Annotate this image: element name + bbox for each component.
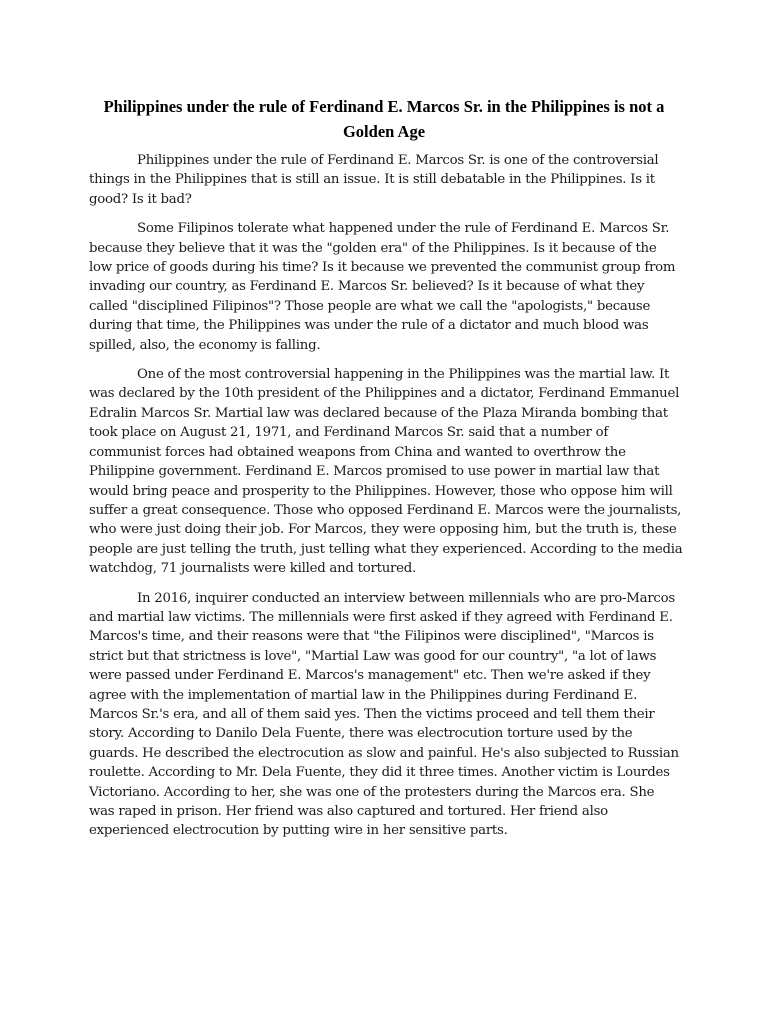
document-body xyxy=(89,151,683,851)
paragraph-intro: Philippines under the rule of Ferdinand E. Marcos Sr. is one of the controversial things in the Philippines that is still an issue. It is still debatable in the Philippines. Is it good? Is it bad? xyxy=(89,153,659,207)
document-title: Philippines under the rule of Ferdinand E. Marcos Sr. in the Philippines is not a Golden Age xyxy=(103,97,665,141)
paragraph-martial-law: One of the most controversial happening in the Philippines was the martial law. It was declared by the 10th president of the Philippines and a dictator, Ferdinand Emmanuel Edralin Marcos Sr. Martial law was declared because of the Plaza Miranda bombing that took place on August 21, 1971, and Ferdinand Marcos Sr. said that a number of communist forces had obtained weapons from China and wanted to overthrow the Philippine government. Ferdinand E. Marcos promised to use power in martial law that would bring peace and prosperity to the Philippines. However, those who oppose him will suffer a great consequence. Those who opposed Ferdinand E. Marcos were the journalists, who were just doing their job. For Marcos, they were opposing him, but the truth is, these people are just telling the truth, just telling what they experienced. According to the media watchdog, 71 journalists were killed and tortured. xyxy=(89,367,683,577)
paragraph-apologists: Some Filipinos tolerate what happened under the rule of Ferdinand E. Marcos Sr. because they believe that it was the "golden era" of the Philippines. Is it because of the low price of goods during his time? Is it because we prevented the communist group from invading our country, as Ferdinand E. Marcos Sr. believed? Is it because of what they called "disciplined Filipinos"? Those people are what we call the "apologists," because during that time, the Philippines was under the rule of a dictator and much blood was spilled, also, the economy is falling. xyxy=(89,221,676,353)
paragraph-interview: In 2016, inquirer conducted an interview between millennials who are pro-Marcos and martial law victims. The millennials were first asked if they agreed with Ferdinand E. Marcos's time, and their reasons were that "the Filipinos were disciplined", "Marcos is strict but that strictness is love", "Martial Law was good for our country", "a lot of laws were passed under Ferdinand E. Marcos's management" etc. Then we're asked if they agree with the implementation of martial law in the Philippines during Ferdinand E. Marcos Sr.'s era, and all of them said yes. Then the victims proceed and tell them their story. According to Danilo Dela Fuente, there was electrocution torture used by the guards. He described the electrocution as slow and painful. He's also subjected to Russian roulette. According to Mr. Dela Fuente, they did it three times. Another victim is Lourdes Victoriano. According to her, she was one of the protesters during the Marcos era. She was raped in prison. Her friend was also captured and tortured. Her friend also experienced electrocution by putting wire in her sensitive parts. xyxy=(89,590,679,839)
